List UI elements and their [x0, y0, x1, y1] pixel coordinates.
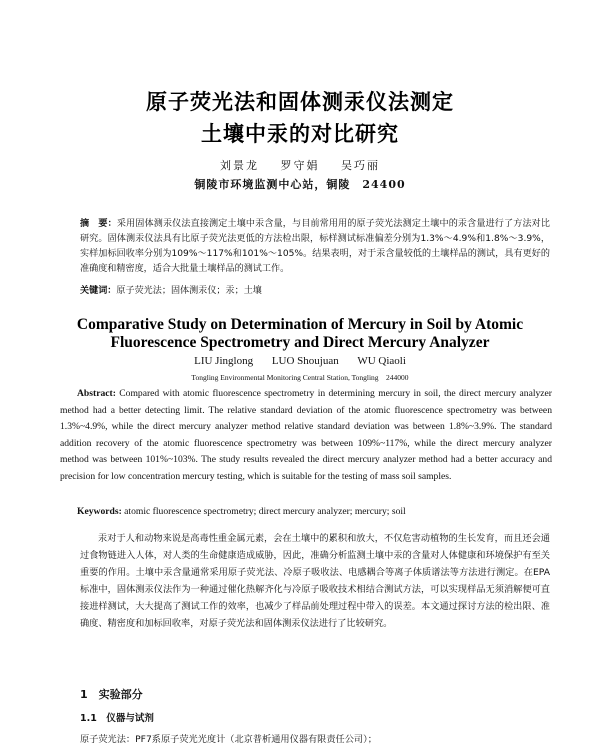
keywords-cn-text: 原子荧光法；固体测汞仪；汞；土壤 — [116, 286, 262, 296]
title-en-line1: Comparative Study on Determination of Mercury in Soil by Atomic — [76, 316, 524, 333]
abstract-cn-text: 采用固体测汞仪法直接测定土壤中汞含量，与目前常用用的原子荧光法测定土壤中的汞含量进行了方法对比研究。固体测汞仪法具有比原子荧光法更低的方法检出限，标样测试标准偏差分别为1.3%～4.9%和1.8%～3.9%，实样加标回收率分别为109%～117%和101%～105%。结果表明，对于汞含量较低的土壤样品的测试，具有更好的准确度和精密度，适合大批量土壤样品的测试工作。 — [80, 219, 550, 274]
keywords-en — [77, 506, 547, 517]
author-en-3: WU Qiaoli — [357, 355, 406, 367]
title-cn-line1: 原子荧光法和固体测汞仪法测定 — [146, 89, 454, 114]
abstract-en — [60, 386, 552, 486]
title-en-line2: Fluorescence Spectrometry and Direct Mercury Analyzer — [110, 334, 490, 351]
authors-en — [0, 355, 600, 367]
keywords-cn — [80, 283, 550, 296]
keywords-en-label: Keywords: — [77, 506, 122, 517]
keywords-cn-label: 关键词： — [80, 286, 117, 296]
affiliation-en: Tongling Environmental Monitoring Central Station, Tongling 244000 — [191, 373, 409, 382]
abstract-cn — [80, 217, 550, 277]
intro-paragraph: 汞对于人和动物来说是高毒性重金属元素，会在土壤中的累积和放大，不仅危害动植物的生长发育，而且还会通过食物链进入人体，对人类的生命健康造成威胁，因此，准确分析监测土壤中汞的含量对人体健康和环境保护有至关重要的作用。土壤中汞含量通常采用原子荧光法、冷原子吸收法、电感耦合等离子体质谱法等方法进行测定。在EPA标准中，固体测汞仪法作为一种通过催化热解齐化与冷原子吸收技术相结合测试方法，可以实现样品无须消解便可直接进样测试，大大提高了测试工作的效率，也减少了样品前处理过程中带入的误差。本文通过探讨方法的检出限、准确度、精密度和加标回收率，对原子荧光法和固体测汞仪法进行了比较研究。 — [80, 533, 550, 629]
author-cn-2: 罗守娟 — [280, 159, 320, 172]
authors-cn — [0, 157, 600, 173]
author-en-2: LUO Shoujuan — [271, 355, 339, 367]
abstract-cn-label: 摘 要： — [80, 219, 117, 229]
section-heading-1: 1 实验部分 — [80, 688, 143, 701]
affiliation-cn: 铜陵市环境监测中心站，铜陵 24400 — [194, 178, 406, 191]
keywords-en-text: atomic fluorescence spectrometry; direct mercury analyzer; mercury; soil — [124, 506, 406, 517]
author-en-1: LIU Jinglong — [194, 355, 254, 367]
author-cn-1: 刘景龙 — [220, 159, 259, 172]
instrument-line: 原子荧光法：PF7系原子荧光光度计（北京普析通用仪器有限责任公司）； — [80, 734, 377, 745]
author-cn-3: 吴巧丽 — [341, 159, 380, 172]
title-cn-line2: 土壤中汞的对比研究 — [201, 121, 399, 146]
abstract-en-label: Abstract: — [77, 388, 116, 399]
abstract-en-text: Compared with atomic fluorescence spectrometry in determining mercury in soil, the direct mercury analyzer method had a better detecting limit. The relative standard deviation of the atomic fluorescence spectrometry was between 1.3%~4.9%, while the direct mercury analyzer method relative standard deviation was between 1.8%~3.9%. The standard addition recovery of the atomic fluorescence spectrometry was between 109%~117%, while the direct mercury analyzer method was between 101%~103%. The study results revealed the direct mercury analyzer method had a better accuracy and precision for low concentration mercury testing, which is suitable for the testing of mass soil samples. — [60, 388, 552, 482]
section-heading-1-1: 1.1 仪器与试剂 — [80, 713, 154, 724]
